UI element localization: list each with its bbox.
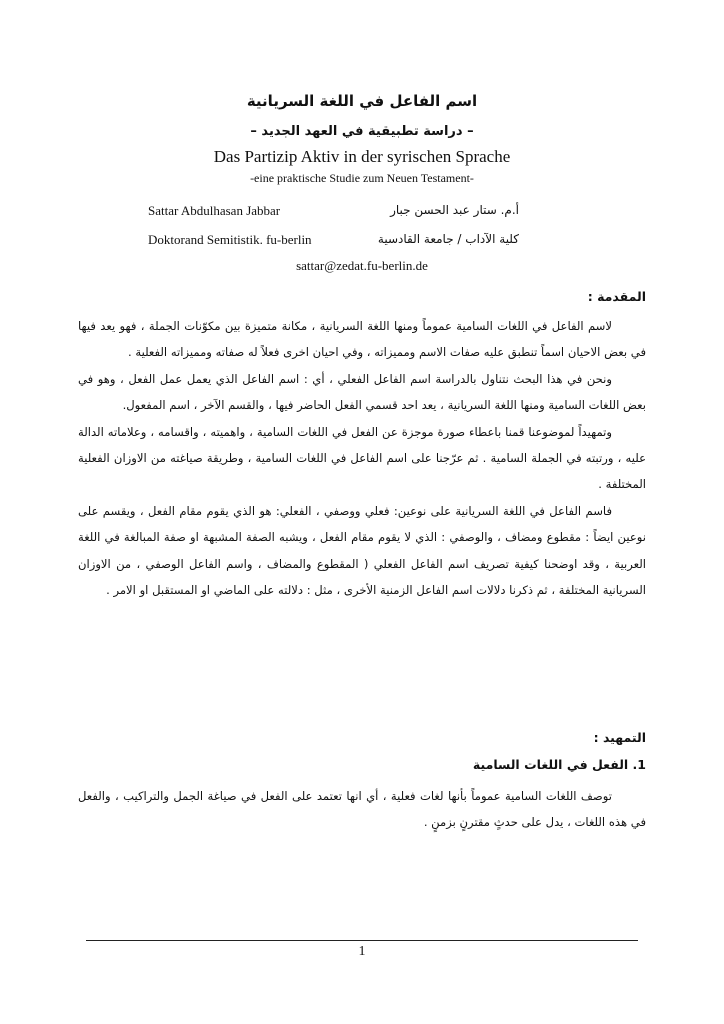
arabic-subtitle: – دراسة تطبيقية في العهد الجديد – xyxy=(250,124,474,139)
arabic-title: اسم الفاعل في اللغة السريانية xyxy=(246,92,478,110)
author-name-en: Sattar Abdulhasan Jabbar xyxy=(148,203,281,218)
page-number: 1 xyxy=(358,944,366,959)
preface-subheading: 1. الفعل في اللغات السامية xyxy=(472,757,646,772)
preface-body xyxy=(78,783,646,836)
intro-body xyxy=(78,313,646,603)
footer-divider xyxy=(86,940,638,941)
german-subtitle: -eine praktische Studie zum Neuen Testament- xyxy=(250,171,474,185)
author-email: sattar@zedat.fu-berlin.de xyxy=(296,258,428,273)
intro-paragraph-1: لاسم الفاعل في اللغات السامية عموماً ومنها اللغة السريانية ، مكانة متميزة بين مكوّنات الجملة ، فهو يعد فيها في بعض الاحيان اسماً تنطبق عليه صفات الاسم ومميزاته ، وفي احيان اخرى فعلاً له صفاته ومميزاته الفعلية . xyxy=(78,319,646,360)
intro-paragraph-2: ونحن في هذا البحث نتناول بالدراسة اسم الفاعل الفعلي ، أي : اسم الفاعل الذي يعمل عمل الفعل ، وهو في بعض اللغات السامية ومنها اللغة السريانية ، يعد احد قسمي الفعل الحاضر فيها ، والقسم الآخر ، اسم المفعول. xyxy=(78,371,646,413)
author-name-ar: أ.م. ستار عبد الحسن جبار xyxy=(390,203,519,217)
german-title: Das Partizip Aktiv in der syrischen Sprache xyxy=(213,147,511,166)
affiliation-ar: كلية الآداب / جامعة القادسية xyxy=(377,232,519,246)
affiliation-en: Doktorand Semitistik. fu-berlin xyxy=(148,232,312,247)
preface-paragraph: توصف اللغات السامية عموماً بأنها لغات فعلية ، أي انها تعتمد على الفعل في صياغة الجمل والتراكيب ، والفعل في هذه اللغات ، يدل على حدثٍ مقترنٍ بزمنٍ . xyxy=(78,789,646,830)
intro-paragraph-3: وتمهيداً لموضوعنا قمنا باعطاء صورة موجزة عن الفعل في اللغات السامية ، واهميته ، واقسامه ، وعلاماته الدالة عليه ، ورتبته في الجملة السامية . ثم عرّجنا على اسم الفاعل في اللغات السامية ، وطريقة صياغته من الاوزان الفعلية المختلفة . xyxy=(78,424,646,492)
intro-heading: المقدمة : xyxy=(587,289,646,304)
intro-paragraph-4: فاسم الفاعل في اللغة السريانية على نوعين: فعلي ووصفي ، الفعلي: هو الذي يقوم مقام الفعل ، ويقسم على نوعين ايضاً : مقطوع ومضاف ، والوصفي : الذي لا يقوم مقام الفعل ، ويشبه الصفة المشبهة او صفة المبالغة في اللغة العربية ، وقد اوضحنا كيفية تصريف اسم الفاعل الفعلي ( المقطوع والمضاف ، واسم الفاعل الوصفي ، من الاوزان السريانية المختلفة ، ثم ذكرنا دلالات اسم الفاعل الزمنية الأخرى ، مثل : دلالته على الماضي او المستقبل او الامر . xyxy=(78,503,646,598)
preface-heading: التمهيد : xyxy=(593,730,646,745)
